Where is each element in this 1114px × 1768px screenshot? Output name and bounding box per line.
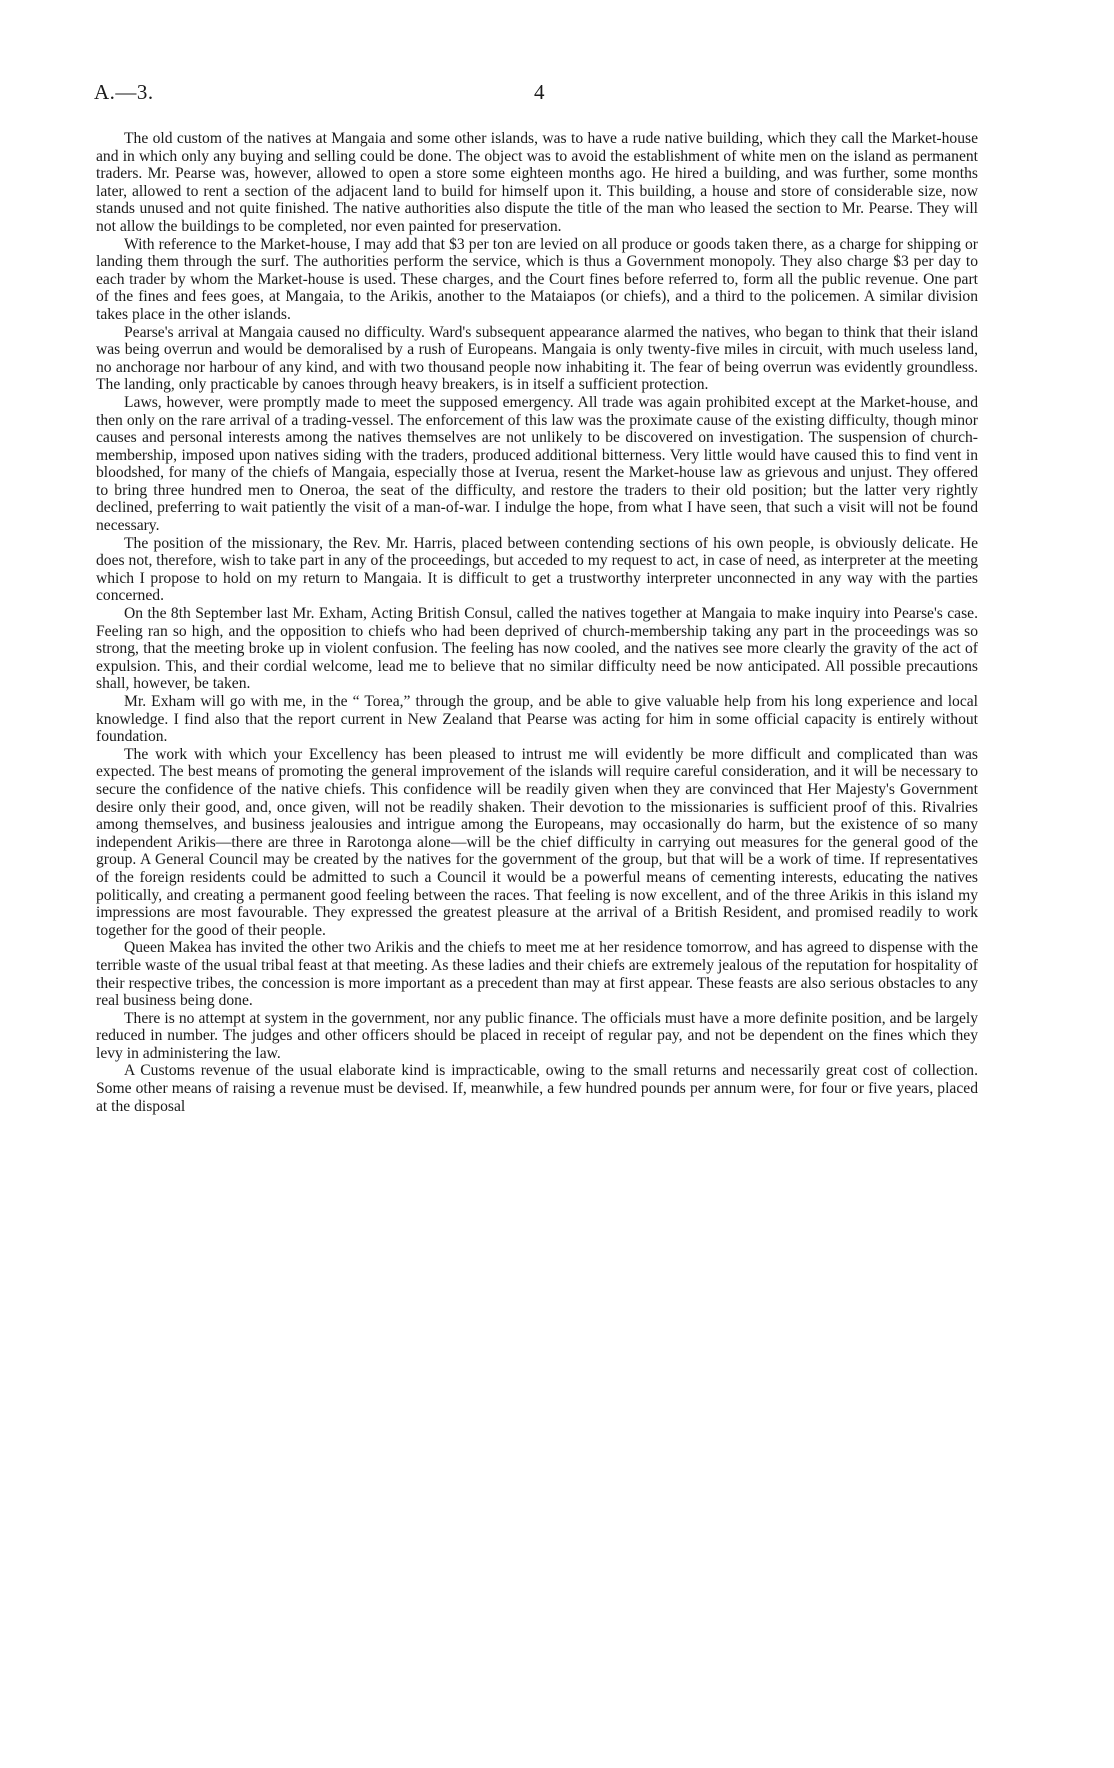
document-reference: A.—3. (94, 80, 154, 104)
paragraph-exham-inquiry: On the 8th September last Mr. Exham, Acting British Consul, called the natives together at Mangaia to make inquiry into Pearse's case. Feeling ran so high, and the opposition to chiefs who had been deprived of church-membership taking any part in the proceedings was so strong, that the meeting broke up in violent confusion. The feeling has now cooled, and the natives see more clearly the gravity of the act of expulsion. This, and their cordial welcome, lead me to believe that no similar difficulty need be now anticipated. All possible precautions shall, however, be taken. (96, 605, 978, 693)
paragraph-market-house-charges: With reference to the Market-house, I may add that $3 per ton are levied on all produce or goods taken there, as a charge for shipping or landing them through the surf. The authorities perform the service, which is thus a Government monopoly. They also charge $3 per day to each trader by whom the Market-house is used. These charges, and the Court fines before referred to, form all the public revenue. One part of the fines and fees goes, at Mangaia, to the Arikis, another to the Mataiapos (or chiefs), and a third to the policemen. A similar division takes place in the other islands. (96, 235, 978, 323)
paragraph-missionary-position: The position of the missionary, the Rev. Mr. Harris, placed between contending sections of his own people, is obviously delicate. He does not, therefore, wish to take part in any of the proceedings, but acceded to my request to act, in case of need, as interpreter at the meeting which I propose to hold on my return to Mangaia. It is difficult to get a trustworthy interpreter unconnected in any way with the parties concerned. (96, 534, 978, 605)
paragraph-trade-laws: Laws, however, were promptly made to meet the supposed emergency. All trade was again prohibited except at the Market-house, and then only on the rare arrival of a trading-vessel. The enforcement of this law was the proximate cause of the existing difficulty, though minor causes and personal interests among the natives themselves are not unlikely to be discovered on investigation. The suspension of church-membership, imposed upon natives siding with the traders, produced additional bitterness. Very little would have caused this to find vent in bloodshed, for many of the chiefs of Mangaia, especially those at Iverua, resent the Market-house law as grievous and unjust. They offered to bring three hundred men to Oneroa, the seat of the difficulty, and restore the traders to their old position; but the latter very rightly declined, preferring to wait patiently the visit of a man-of-war. I indulge the hope, from what I have seen, that such a visit will not be found necessary. (96, 393, 978, 535)
paragraph-exham-torea: Mr. Exham will go with me, in the “ Torea,” through the group, and be able to give valuable help from his long experience and local knowledge. I find also that the report current in New Zealand that Pearse was acting for him in some official capacity is entirely without foundation. (96, 693, 978, 746)
paragraph-queen-makea: Queen Makea has invited the other two Arikis and the chiefs to meet me at her residence tomorrow, and has agreed to dispense with the terrible waste of the usual tribal feast at that meeting. As these ladies and their chiefs are extremely jealous of the reputation for hospitality of their respective tribes, the concession is more important as a precedent than may at first appear. These feasts are also serious obstacles to any real business being done. (96, 939, 978, 1010)
paragraph-customs-revenue: A Customs revenue of the usual elaborate kind is impracticable, owing to the small returns and necessarily great cost of collection. Some other means of raising a revenue must be devised. If, meanwhile, a few hundred pounds per annum were, for four or five years, placed at the disposal (96, 1062, 978, 1115)
page-header (94, 80, 978, 108)
paragraph-pearse-arrival: Pearse's arrival at Mangaia caused no difficulty. Ward's subsequent appearance alarmed the natives, who began to think that their island was being overrun and would be demoralised by a rush of Europeans. Mangaia is only twenty-five miles in circuit, with much useless land, no anchorage nor harbour of any kind, and with two thousand people now inhabiting it. The fear of being overrun was evidently groundless. The landing, only practicable by canoes through heavy breakers, is in itself a sufficient protection. (96, 323, 978, 394)
paragraph-government-system: There is no attempt at system in the government, nor any public finance. The officials must have a more definite position, and be largely reduced in number. The judges and other officers should be placed in receipt of regular pay, and not be dependent on the fines which they levy in administering the law. (96, 1009, 978, 1062)
page-number: 4 (534, 80, 545, 104)
paragraph-market-house-custom: The old custom of the natives at Mangaia and some other islands, was to have a rude native building, which they call the Market-house and in which only any buying and selling could be done. The object was to avoid the establishment of white men on the island as permanent traders. Mr. Pearse was, however, allowed to open a store some eighteen months ago. He hired a building, and was further, some months later, allowed to rent a section of the adjacent land to build for himself upon it. This building, a house and store of considerable size, now stands unused and not quite finished. The native authorities also dispute the title of the man who leased the section to Mr. Pearse. They will not allow the buildings to be completed, nor even painted for preservation. (96, 130, 978, 235)
paragraph-work-intrusted: The work with which your Excellency has been pleased to intrust me will evidently be more difficult and complicated than was expected. The best means of promoting the general improvement of the islands will require careful consideration, and it will be necessary to secure the confidence of the native chiefs. This confidence will be readily given when they are convinced that Her Majesty's Government desire only their good, and, once given, will not be readily shaken. Their devotion to the missionaries is sufficient proof of this. Rivalries among themselves, and business jealousies and intrigue among the Europeans, may occasionally do harm, but the existence of so many independent Arikis—there are three in Rarotonga alone—will be the chief difficulty in carrying out measures for the general good of the group. A General Council may be created by the natives for the government of the group, but that will be a work of time. If representatives of the foreign residents could be admitted to such a Council it would be a powerful means of cementing interests, educating the natives politically, and creating a permanent good feeling between the races. That feeling is now excellent, and of the three Arikis in this island my impressions are most favourable. They expressed the greatest pleasure at the arrival of a British Resident, and promised readily to work together for the good of their people. (96, 745, 978, 939)
body-text (96, 130, 978, 1115)
